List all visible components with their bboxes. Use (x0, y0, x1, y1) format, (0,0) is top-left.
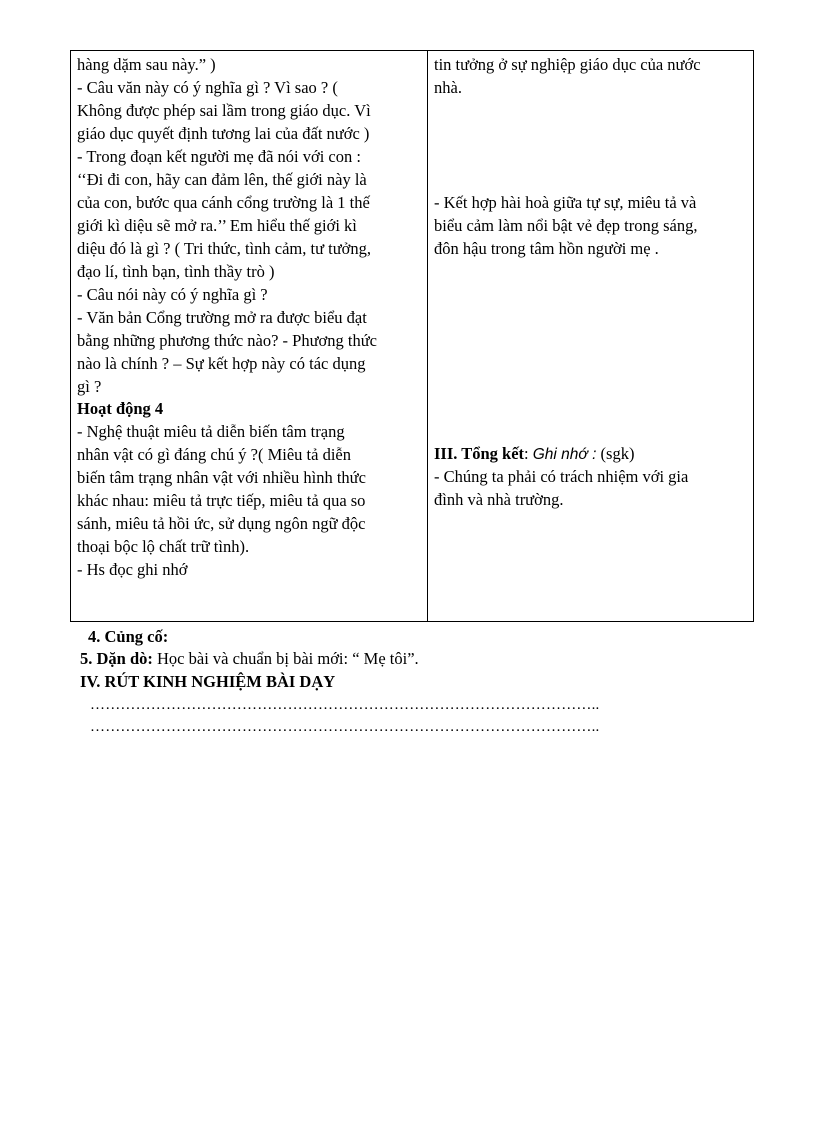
summary-italic: Ghi nhớ : (532, 446, 597, 463)
lesson-table (70, 50, 754, 622)
dan-do-line (80, 648, 419, 670)
left-line: - Câu nói này có ý nghĩa gì ? (77, 285, 268, 304)
left-line: hàng dặm sau này.” ) (77, 55, 216, 74)
activity-line: thoại bộc lộ chất trữ tình). (77, 537, 250, 556)
dotted-line: ……………………………………………………………………………………….. (90, 719, 600, 735)
right-line: đôn hậu trong tâm hồn người mẹ . (434, 239, 659, 258)
right-line: - Kết hợp hài hoà giữa tự sự, miêu tả và (434, 193, 697, 212)
right-line: nhà. (434, 78, 462, 97)
left-line: - Trong đoạn kết người mẹ đã nói với con : (77, 147, 361, 166)
activity-line: - Nghệ thuật miêu tả diễn biến tâm trạng (77, 422, 345, 441)
rut-kinh-nghiem-heading: IV. RÚT KINH NGHIỆM BÀI DẠY (80, 672, 336, 691)
left-line: của con, bước qua cánh cổng trường là 1 thế (77, 193, 370, 212)
summary-rest: (sgk) (596, 444, 635, 463)
dan-do-text: Học bài và chuẩn bị bài mới: “ Mẹ tôi”. (152, 649, 419, 668)
summary-colon: : (524, 444, 533, 463)
column-divider (427, 51, 428, 621)
activity-line: sánh, miêu tả hồi ức, sử dụng ngôn ngữ độc (77, 514, 366, 533)
activity-line: - Hs đọc ghi nhớ (77, 560, 188, 579)
activity-heading: Hoạt động 4 (77, 399, 164, 418)
summary-text: - Chúng ta phải có trách nhiệm với gia (434, 467, 689, 486)
left-line: nào là chính ? – Sự kết hợp này có tác dụng (77, 354, 366, 373)
activity-line: nhân vật có gì đáng chú ý ?( Miêu tả diễn (77, 445, 351, 464)
left-line: ‘‘Đi đi con, hãy can đảm lên, thế giới này là (77, 170, 367, 189)
summary-line (434, 442, 634, 466)
left-line: gì ? (77, 377, 102, 396)
summary-heading: III. Tổng kết (434, 444, 525, 463)
activity-line: khác nhau: miêu tả trực tiếp, miêu tả qua so (77, 491, 366, 510)
right-line: tin tưởng ở sự nghiệp giáo dục của nước (434, 55, 701, 74)
left-line: giáo dục quyết định tương lai của đất nước ) (77, 124, 370, 143)
left-line: diệu đó là gì ? ( Tri thức, tình cảm, tư tưởng, (77, 239, 372, 258)
left-line: bằng những phương thức nào? - Phương thức (77, 331, 377, 350)
left-line: đạo lí, tình bạn, tình thầy trò ) (77, 262, 275, 281)
left-line: - Câu văn này có ý nghĩa gì ? Vì sao ? ( (77, 78, 338, 97)
right-line: biểu cảm làm nổi bật vẻ đẹp trong sáng, (434, 216, 698, 235)
cung-co-heading: 4. Củng cố: (88, 627, 169, 646)
left-line: Không được phép sai lầm trong giáo dục. Vì (77, 101, 371, 120)
left-line: giới kì diệu sẽ mở ra.’’ Em hiểu thế giới kì (77, 216, 357, 235)
dan-do-label: 5. Dặn dò: (80, 649, 153, 668)
dotted-line: ……………………………………………………………………………………….. (90, 697, 600, 713)
activity-line: biến tâm trạng nhân vật với nhiều hình thức (77, 468, 366, 487)
left-line: - Văn bản Cổng trường mở ra được biểu đạt (77, 308, 367, 327)
summary-text: đình và nhà trường. (434, 490, 564, 509)
